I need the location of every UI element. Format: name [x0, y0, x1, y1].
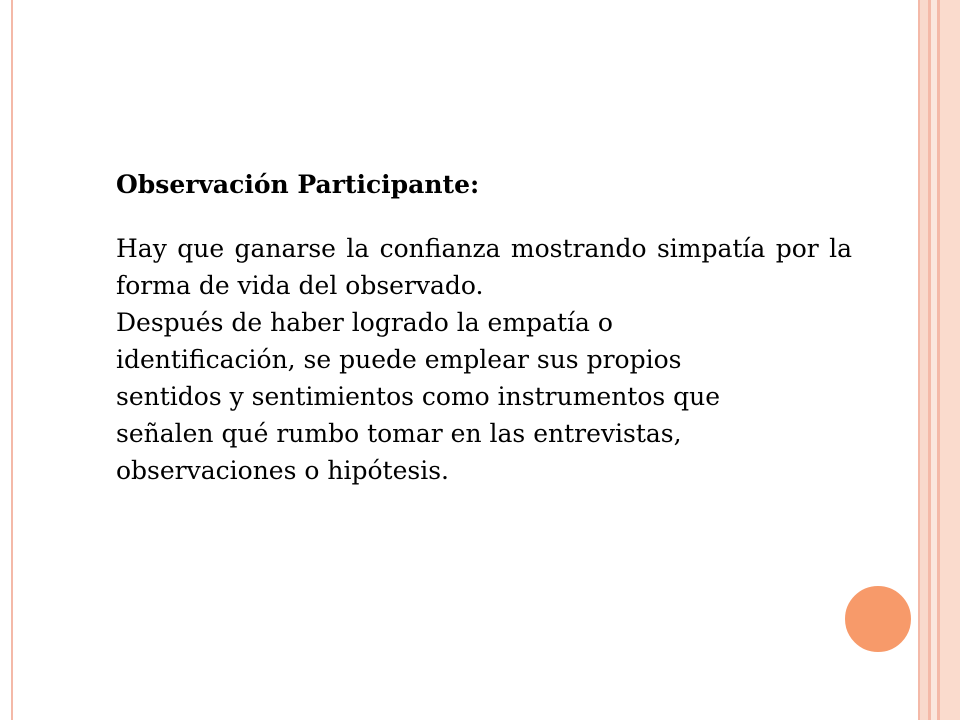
frame-left-border: [11, 0, 13, 720]
decorative-stripe: [940, 0, 960, 720]
paragraph: Hay que ganarse la confianza mostrando simpatía por la forma de vida del observado.: [116, 234, 852, 300]
paragraph: observaciones o hipótesis.: [116, 456, 449, 485]
slide-heading: Observación Participante:: [116, 170, 480, 199]
paragraph: señalen qué rumbo tomar en las entrevistas,: [116, 419, 682, 448]
paragraph: sentidos y sentimientos como instrumentos que: [116, 382, 721, 411]
decorative-stripe: [920, 0, 928, 720]
accent-circle: [843, 584, 913, 654]
paragraph: Después de haber logrado la empatía o: [116, 308, 613, 337]
slide-content: [116, 162, 852, 489]
paragraph: identificación, se puede emplear sus propios: [116, 345, 682, 374]
